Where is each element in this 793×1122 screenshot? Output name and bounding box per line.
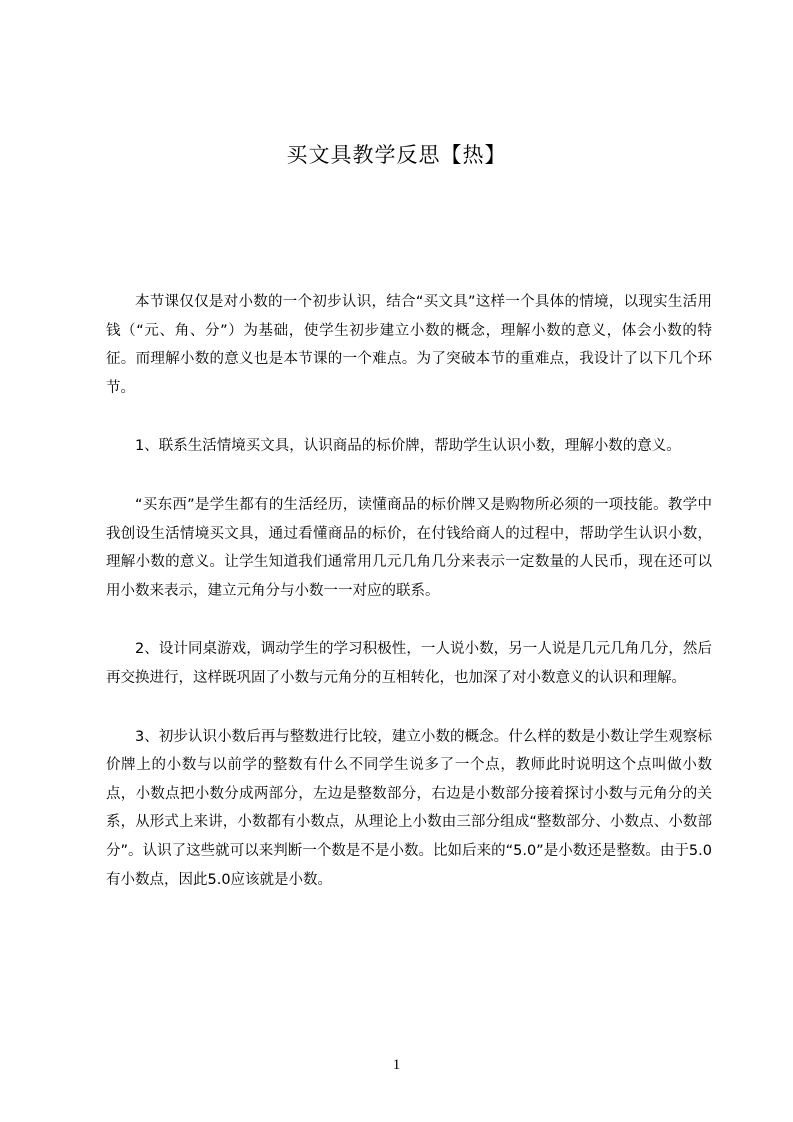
paragraph-intro: 本节课仅仅是对小数的一个初步认识，结合“买文具”这样一个具体的情境，以现实生活用钱（“元、角、分”）为基础，使学生初步建立小数的概念，理解小数的意义，体会小数的特征。而理解小数的意义也是本节课的一个难点。为了突破本节的重难点，我设计了以下几个环节。 [106, 294, 712, 396]
document-title: 买文具教学反思【热】 [286, 143, 507, 167]
paragraph-step-2: 2、设计同桌游戏，调动学生的学习积极性，一人说小数，另一人说是几元几角几分，然后再交换进行，这样既巩固了小数与元角分的互相转化，也加深了对小数意义的认识和理解。 [106, 641, 712, 686]
document-body [106, 288, 712, 924]
paragraph-step-1: 1、联系生活情境买文具，认识商品的标价牌，帮助学生认识小数，理解小数的意义。 [135, 438, 681, 455]
paragraph-step-3: 3、初步认识小数后再与整数进行比较，建立小数的概念。什么样的数是小数让学生观察标价牌上的小数与以前学的整数有什么不同学生说多了一个点，教师此时说明这个点叫做小数点，小数点把小数分成两部分，左边是整数部分，右边是小数部分接着探讨小数与元角分的关系，从形式上来讲，小数都有小数点，从理论上小数由三部分组成“整数部分、小数点、小数部分”。认识了这些就可以来判断一个数是不是小数。比如后来的“5.0”是小数还是整数。由于5.0有小数点，因此5.0应该就是小数。 [106, 728, 712, 888]
page-number: 1 [392, 1057, 401, 1073]
paragraph-step-1-detail: “买东西”是学生都有的生活经历，读懂商品的标价牌又是购物所必须的一项技能。教学中我创设生活情境买文具，通过看懂商品的标价，在付钱给商人的过程中，帮助学生认识小数，理解小数的意义。让学生知道我们通常用几元几角几分来表示一定数量的人民币，现在还可以用小数来表示，建立元角分与小数一一对应的联系。 [106, 496, 712, 599]
